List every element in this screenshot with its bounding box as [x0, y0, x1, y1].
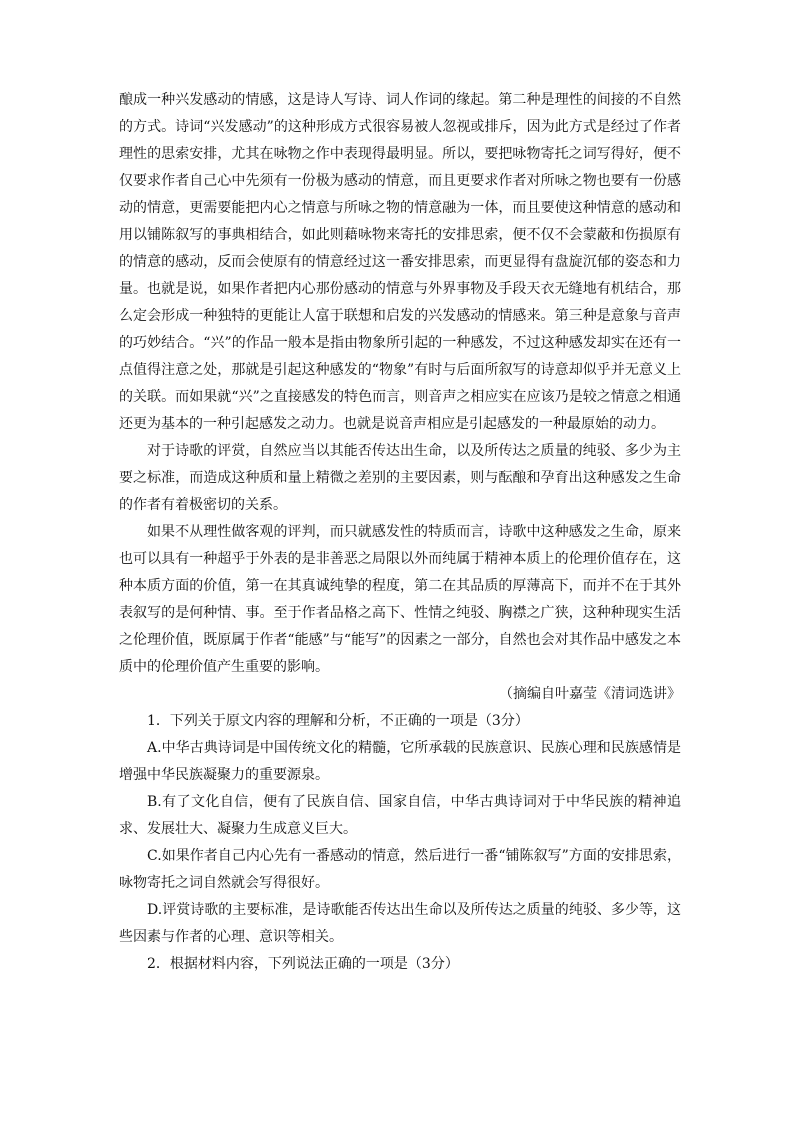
question-1-option-a: A.中华古典诗词是中国传统文化的精髓，它所承载的民族意识、民族心理和民族感情是增强中华民族凝聚力的重要源泉。: [119, 740, 681, 783]
passage-paragraph-2: 对于诗歌的评赏，自然应当以其能否传达出生命，以及所传达之质量的纯驳、多少为主要之标准，而造成这种质和量上精微之差别的主要因素，则与酝酿和孕育出这种感发之生命的作者有着极密切的关系。: [119, 443, 681, 513]
question-1-option-b: B.有了文化自信，便有了民族自信、国家自信，中华古典诗词对于中华民族的精神追求、发展壮大、凝聚力生成意义巨大。: [119, 794, 681, 837]
passage-paragraph-1: 酿成一种兴发感动的情感，这是诗人写诗、词人作词的缘起。第二种是理性的间接的不自然的方式。诗词“兴发感动”的这种形成方式很容易被人忽视或排斥，因为此方式是经过了作者理性的思索安排，尤其在咏物之作中表现得最明显。所以，要把咏物寄托之词写得好，便不仅要求作者自己心中先须有一份极为感动的情意，而且更要求作者对所咏之物也要有一份感动的情意，更需要能把内心之情意与所咏之物的情意融为一体，而且要使这种情意的感动和用以铺陈叙写的事典相结合，如此则藉咏物来寄托的安排思索，便不仅不会蒙蔽和伤损原有的情意的感动，反而会使原有的情意经过这一番安排思索，而更显得有盘旋沉郁的姿态和力量。也就是说，如果作者把内心那份感动的情意与外界事物及手段天衣无缝地有机结合，那么定会形成一种独特的更能让人富于联想和启发的兴发感动的情感来。第三种是意象与音声的巧妙结合。“兴”的作品一般本是指由物象所引起的一种感发，不过这种感发却实在还有一点值得注意之处，那就是引起这种感发的“物象”有时与后面所叙写的诗意却似乎并无意义上的关联。而如果就“兴”之直接感发的特色而言，则音声之相应实在应该乃是较之情意之相通还更为基本的一种引起感发之动力。也就是说音声相应是引起感发的一种最原始的动力。: [119, 92, 681, 432]
question-1-option-d: D.评赏诗歌的主要标准，是诗歌能否传达出生命以及所传达之质量的纯驳、多少等，这些因素与作者的心理、意识等相关。: [119, 902, 681, 945]
question-1-stem: 1．下列关于原文内容的理解和分析，不正确的一项是（3分）: [147, 713, 529, 729]
question-2-stem: 2．根据材料内容，下列说法正确的一项是（3分）: [147, 956, 459, 972]
passage-paragraph-3: 如果不从理性做客观的评判，而只就感发性的特质而言，诗歌中这种感发之生命，原来也可以具有一种超乎于外表的是非善恶之局限以外而纯属于精神本质上的伦理价值存在，这种本质方面的价值，第一在其真诚纯挚的程度，第二在其品质的厚薄高下，而并不在于其外表叙写的是何种情、事。至于作者品格之高下、性情之纯驳、胸襟之广狭，这种种现实生活之伦理价值，既原属于作者“能感”与“能写”的因素之一部分，自然也会对其作品中感发之本质中的伦理价值产生重要的影响。: [119, 524, 681, 675]
question-1-option-c: C.如果作者自己内心先有一番感动的情意，然后进行一番“铺陈叙写”方面的安排思索，咏物寄托之词自然就会写得很好。: [119, 848, 681, 891]
source-citation: （摘编自叶嘉莹《清词选讲》: [499, 686, 681, 702]
document-body: [119, 87, 681, 978]
